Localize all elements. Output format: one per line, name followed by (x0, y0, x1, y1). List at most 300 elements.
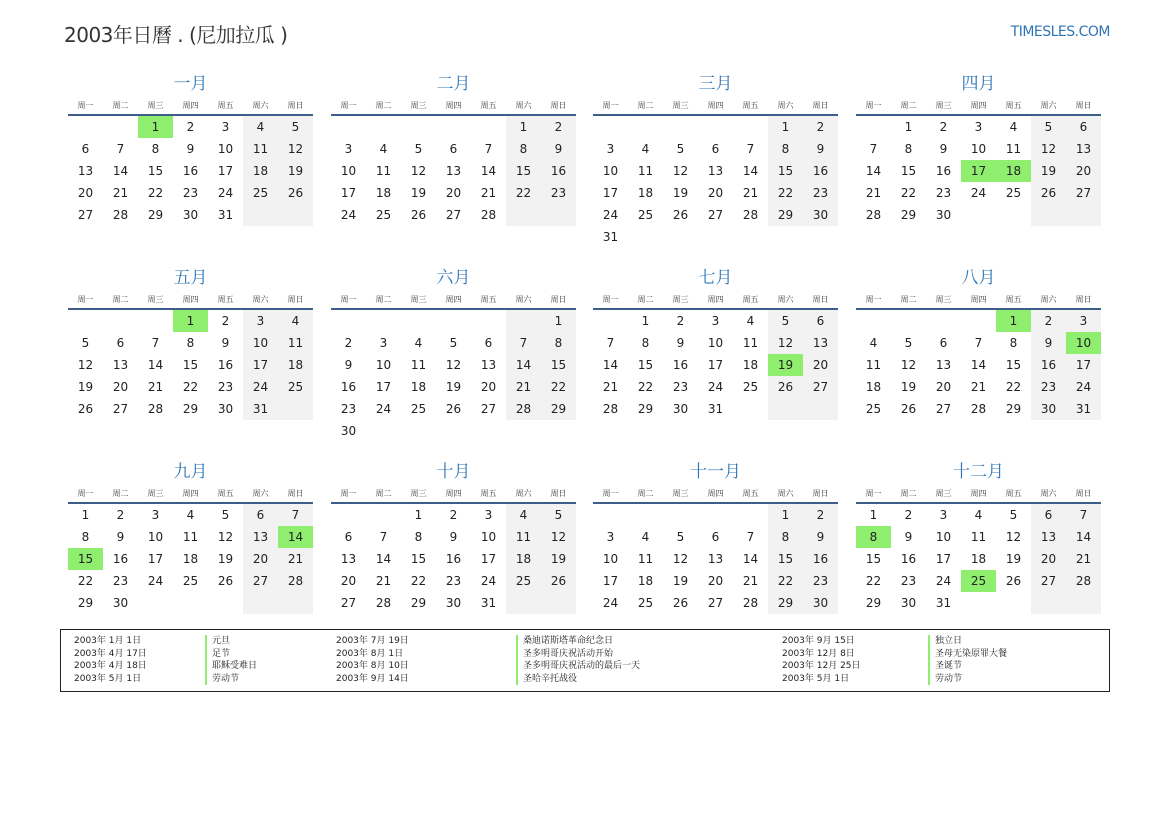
day-cell: 11 (637, 552, 654, 566)
day-cell: 17 (1066, 354, 1101, 376)
day-cell: 16 (340, 380, 357, 394)
empty-cell (1066, 592, 1101, 614)
day-cell: 20 (445, 186, 462, 200)
day-grid (331, 310, 576, 442)
day-cell: 22 (77, 574, 94, 588)
day-cell: 4 (746, 314, 755, 328)
weekday-label: 周一 (77, 489, 94, 498)
weekday-header (856, 98, 1101, 113)
legend-dates-col-1 (74, 635, 147, 685)
empty-cell (68, 310, 103, 332)
day-cell: 8 (641, 336, 650, 350)
weekday-header (856, 292, 1101, 307)
day-cell: 27 (112, 402, 129, 416)
day-cell: 23 (445, 574, 462, 588)
day-cell: 19 (1031, 160, 1066, 182)
day-cell: 22 (541, 376, 576, 398)
day-cell: 6 (484, 336, 493, 350)
month-calendar (331, 461, 576, 614)
day-cell: 31 (1066, 398, 1101, 420)
weekday-header (593, 292, 838, 307)
day-cell: 30 (182, 208, 199, 222)
day-cell: 14 (278, 526, 313, 548)
day-cell: 3 (221, 120, 230, 134)
day-cell: 15 (182, 358, 199, 372)
day-cell: 12 (672, 164, 689, 178)
day-cell: 28 (375, 596, 392, 610)
day-cell: 13 (480, 358, 497, 372)
day-cell: 1 (541, 310, 576, 332)
empty-cell (366, 310, 401, 332)
day-cell: 15 (1005, 358, 1022, 372)
day-cell: 18 (278, 354, 313, 376)
day-cell: 21 (1066, 548, 1101, 570)
weekday-label: 周三 (147, 295, 164, 304)
weekday-label: 周日 (812, 295, 829, 304)
day-cell: 2 (939, 120, 948, 134)
day-cell: 18 (637, 186, 654, 200)
day-cell: 8 (414, 530, 423, 544)
empty-cell (401, 116, 436, 138)
day-cell: 27 (1031, 570, 1066, 592)
day-cell: 27 (480, 402, 497, 416)
day-cell: 23 (340, 402, 357, 416)
day-cell: 16 (112, 552, 129, 566)
weekday-label: 周三 (672, 101, 689, 110)
day-cell: 5 (676, 530, 685, 544)
day-cell: 24 (602, 208, 619, 222)
weekday-label: 周三 (147, 489, 164, 498)
day-cell: 5 (81, 336, 90, 350)
day-cell: 13 (707, 164, 724, 178)
day-cell: 21 (742, 574, 759, 588)
day-cell: 24 (480, 574, 497, 588)
day-cell: 24 (375, 402, 392, 416)
day-cell: 3 (974, 120, 983, 134)
day-cell: 12 (900, 358, 917, 372)
day-cell: 6 (711, 530, 720, 544)
holiday-date: 2003年 5月 1日 (74, 673, 142, 684)
empty-cell (541, 592, 576, 614)
day-cell: 5 (904, 336, 913, 350)
empty-cell (698, 226, 733, 248)
day-cell: 12 (1005, 530, 1022, 544)
empty-cell (733, 116, 768, 138)
day-cell: 8 (186, 336, 195, 350)
day-cell: 17 (243, 354, 278, 376)
day-cell: 19 (77, 380, 94, 394)
day-cell: 4 (243, 116, 278, 138)
day-cell: 22 (768, 182, 803, 204)
day-grid (856, 116, 1101, 226)
day-cell: 11 (742, 336, 759, 350)
day-cell: 26 (278, 182, 313, 204)
weekday-label: 周二 (900, 295, 917, 304)
day-cell: 23 (935, 186, 952, 200)
day-cell: 16 (217, 358, 234, 372)
day-cell: 6 (81, 142, 90, 156)
day-cell: 16 (803, 548, 838, 570)
day-cell: 23 (1031, 376, 1066, 398)
day-cell: 8 (904, 142, 913, 156)
empty-cell (331, 116, 366, 138)
day-cell: 5 (414, 142, 423, 156)
day-cell: 20 (707, 186, 724, 200)
day-cell: 1 (506, 116, 541, 138)
day-cell: 12 (672, 552, 689, 566)
day-cell: 11 (865, 358, 882, 372)
weekday-label: 周六 (252, 101, 269, 110)
weekday-label: 周日 (550, 101, 567, 110)
day-cell: 30 (217, 402, 234, 416)
day-cell: 7 (151, 336, 160, 350)
weekday-label: 周六 (515, 295, 532, 304)
weekday-label: 周四 (970, 101, 987, 110)
day-cell: 4 (379, 142, 388, 156)
day-cell: 24 (970, 186, 987, 200)
weekday-label: 周日 (1075, 295, 1092, 304)
weekday-header (856, 486, 1101, 501)
day-cell: 9 (541, 138, 576, 160)
day-cell: 19 (278, 160, 313, 182)
day-cell: 14 (480, 164, 497, 178)
day-cell: 19 (672, 574, 689, 588)
day-cell: 7 (116, 142, 125, 156)
day-cell: 10 (1066, 332, 1101, 354)
day-cell: 3 (606, 530, 615, 544)
day-cell: 22 (182, 380, 199, 394)
day-cell: 14 (742, 164, 759, 178)
weekday-label: 周六 (1040, 489, 1057, 498)
day-cell: 23 (672, 380, 689, 394)
month-calendar (856, 461, 1101, 614)
day-grid (68, 116, 313, 226)
day-cell: 16 (541, 160, 576, 182)
day-cell: 29 (768, 592, 803, 614)
day-cell: 31 (602, 230, 619, 244)
holiday-name: 圣母无染原罪大餐 (928, 648, 1007, 661)
day-cell: 19 (410, 186, 427, 200)
day-cell: 7 (379, 530, 388, 544)
weekday-label: 周二 (900, 101, 917, 110)
day-cell: 14 (602, 358, 619, 372)
weekday-header (68, 292, 313, 307)
weekday-label: 周四 (445, 101, 462, 110)
day-cell: 27 (1066, 182, 1101, 204)
holiday-name: 圣多明哥庆祝活动的最后一天 (516, 660, 640, 673)
day-cell: 4 (506, 504, 541, 526)
weekday-label: 周六 (252, 489, 269, 498)
day-cell: 15 (68, 548, 103, 570)
weekday-label: 周四 (182, 101, 199, 110)
day-cell: 21 (742, 186, 759, 200)
day-cell: 23 (803, 182, 838, 204)
weekday-label: 周二 (375, 101, 392, 110)
day-cell: 12 (217, 530, 234, 544)
month-name: 四月 (961, 74, 996, 94)
day-cell: 25 (410, 402, 427, 416)
day-cell: 19 (900, 380, 917, 394)
holiday-date: 2003年 12月 8日 (782, 648, 855, 659)
day-cell: 25 (637, 208, 654, 222)
day-cell: 9 (1031, 332, 1066, 354)
weekday-label: 周五 (480, 489, 497, 498)
holiday-date: 2003年 8月 10日 (336, 661, 409, 671)
day-cell: 4 (641, 142, 650, 156)
weekday-label: 周五 (217, 489, 234, 498)
day-cell: 2 (116, 508, 125, 522)
day-cell: 11 (410, 358, 427, 372)
month-calendar (593, 461, 838, 614)
day-cell: 29 (768, 204, 803, 226)
day-cell: 21 (112, 186, 129, 200)
empty-cell (243, 592, 278, 614)
day-cell: 11 (506, 526, 541, 548)
day-cell: 24 (707, 380, 724, 394)
empty-cell (243, 204, 278, 226)
day-cell: 25 (1005, 186, 1022, 200)
day-cell: 24 (243, 376, 278, 398)
month-name: 十一月 (690, 462, 741, 482)
weekday-label: 周日 (287, 295, 304, 304)
weekday-label: 周日 (1075, 101, 1092, 110)
weekday-label: 周一 (340, 101, 357, 110)
day-cell: 20 (480, 380, 497, 394)
legend-names-col-1 (205, 635, 257, 685)
day-cell: 4 (414, 336, 423, 350)
day-cell: 9 (803, 526, 838, 548)
weekday-header (331, 486, 576, 501)
day-cell: 15 (541, 354, 576, 376)
day-cell: 1 (869, 508, 878, 522)
day-cell: 20 (340, 574, 357, 588)
month-calendar (856, 267, 1101, 420)
site-link[interactable]: TIMESLES.COM (1010, 24, 1110, 40)
empty-cell (1031, 204, 1066, 226)
empty-cell (593, 116, 628, 138)
empty-cell (856, 310, 891, 332)
empty-cell (961, 592, 996, 614)
weekday-label: 周三 (672, 489, 689, 498)
day-cell: 28 (147, 402, 164, 416)
day-cell: 2 (541, 116, 576, 138)
day-cell: 20 (935, 380, 952, 394)
empty-cell (733, 398, 768, 420)
day-cell: 28 (112, 208, 129, 222)
weekday-label: 周一 (340, 489, 357, 498)
empty-cell (506, 204, 541, 226)
day-cell: 23 (541, 182, 576, 204)
weekday-label: 周二 (112, 295, 129, 304)
day-cell: 27 (243, 570, 278, 592)
holiday-date: 2003年 8月 1日 (336, 648, 404, 659)
day-cell: 4 (641, 530, 650, 544)
weekday-label: 周日 (812, 101, 829, 110)
empty-cell (506, 310, 541, 332)
empty-cell (331, 310, 366, 332)
empty-cell (138, 310, 173, 332)
day-cell: 30 (935, 208, 952, 222)
month-name: 六月 (436, 268, 471, 288)
empty-cell (1066, 204, 1101, 226)
day-cell: 8 (768, 138, 803, 160)
weekday-label: 周四 (182, 489, 199, 498)
holiday-name: 独立日 (928, 635, 1007, 648)
empty-cell (663, 116, 698, 138)
empty-cell (541, 420, 576, 442)
day-cell: 18 (637, 574, 654, 588)
day-cell: 17 (935, 552, 952, 566)
day-cell: 22 (410, 574, 427, 588)
page-title: 2003年日曆 . (尼加拉瓜 ) (64, 23, 288, 47)
day-cell: 25 (375, 208, 392, 222)
day-cell: 13 (803, 332, 838, 354)
day-cell: 23 (217, 380, 234, 394)
empty-cell (366, 116, 401, 138)
day-cell: 25 (243, 182, 278, 204)
day-cell: 18 (506, 548, 541, 570)
day-cell: 14 (865, 164, 882, 178)
weekday-label: 周三 (410, 101, 427, 110)
empty-cell (856, 116, 891, 138)
day-cell: 10 (602, 552, 619, 566)
empty-cell (138, 592, 173, 614)
day-cell: 30 (340, 424, 357, 438)
day-cell: 7 (1066, 504, 1101, 526)
day-cell: 26 (900, 402, 917, 416)
day-cell: 8 (768, 526, 803, 548)
day-cell: 13 (707, 552, 724, 566)
weekday-label: 周一 (602, 489, 619, 498)
day-cell: 17 (340, 186, 357, 200)
empty-cell (173, 592, 208, 614)
day-cell: 12 (541, 526, 576, 548)
day-cell: 15 (768, 160, 803, 182)
day-cell: 5 (768, 310, 803, 332)
day-cell: 9 (116, 530, 125, 544)
day-grid (68, 504, 313, 614)
empty-cell (401, 310, 436, 332)
day-cell: 5 (221, 508, 230, 522)
weekday-label: 周四 (707, 489, 724, 498)
day-cell: 22 (637, 380, 654, 394)
weekday-label: 周六 (1040, 101, 1057, 110)
day-cell: 3 (711, 314, 720, 328)
weekday-header (593, 486, 838, 501)
empty-cell (103, 310, 138, 332)
day-cell: 29 (865, 596, 882, 610)
weekday-label: 周一 (602, 295, 619, 304)
day-cell: 20 (803, 354, 838, 376)
day-cell: 19 (1005, 552, 1022, 566)
day-cell: 29 (77, 596, 94, 610)
day-cell: 3 (151, 508, 160, 522)
day-cell: 10 (707, 336, 724, 350)
day-cell: 25 (961, 570, 996, 592)
day-cell: 3 (243, 310, 278, 332)
day-cell: 25 (278, 376, 313, 398)
weekday-header (593, 98, 838, 113)
month-name: 七月 (698, 268, 733, 288)
holiday-name: 劳动节 (928, 673, 1007, 686)
weekday-label: 周五 (217, 295, 234, 304)
weekday-label: 周日 (812, 489, 829, 498)
empty-cell (331, 504, 366, 526)
weekday-label: 周日 (287, 101, 304, 110)
day-cell: 13 (112, 358, 129, 372)
empty-cell (961, 204, 996, 226)
weekday-label: 周一 (865, 101, 882, 110)
empty-cell (471, 116, 506, 138)
weekday-label: 周五 (217, 101, 234, 110)
weekday-header (68, 98, 313, 113)
weekday-label: 周三 (672, 295, 689, 304)
day-cell: 5 (449, 336, 458, 350)
day-cell: 6 (116, 336, 125, 350)
day-cell: 26 (1005, 574, 1022, 588)
empty-cell (996, 592, 1031, 614)
holiday-name: 耶稣受难日 (205, 660, 257, 673)
day-cell: 8 (1009, 336, 1018, 350)
empty-cell (278, 398, 313, 420)
day-cell: 6 (1066, 116, 1101, 138)
holiday-name: 圣诞节 (928, 660, 1007, 673)
day-cell: 21 (865, 186, 882, 200)
day-cell: 25 (742, 380, 759, 394)
day-cell: 18 (410, 380, 427, 394)
month-name: 五月 (173, 268, 208, 288)
day-cell: 30 (445, 596, 462, 610)
day-cell: 26 (672, 208, 689, 222)
day-cell: 14 (970, 358, 987, 372)
month-name: 三月 (698, 74, 733, 94)
day-cell: 14 (742, 552, 759, 566)
day-cell: 16 (672, 358, 689, 372)
day-cell: 13 (445, 164, 462, 178)
day-cell: 4 (1009, 120, 1018, 134)
day-cell: 28 (602, 402, 619, 416)
day-cell: 20 (77, 186, 94, 200)
day-cell: 9 (904, 530, 913, 544)
empty-cell (436, 310, 471, 332)
empty-cell (768, 226, 803, 248)
day-cell: 6 (1031, 504, 1066, 526)
day-cell: 11 (637, 164, 654, 178)
day-cell: 2 (344, 336, 353, 350)
day-cell: 22 (506, 182, 541, 204)
day-cell: 12 (410, 164, 427, 178)
weekday-label: 周四 (970, 489, 987, 498)
month-name: 十二月 (953, 462, 1004, 482)
weekday-label: 周四 (970, 295, 987, 304)
day-cell: 27 (707, 208, 724, 222)
holiday-date: 2003年 4月 18日 (74, 661, 147, 671)
day-cell: 7 (484, 142, 493, 156)
day-cell: 18 (996, 160, 1031, 182)
weekday-label: 周四 (445, 295, 462, 304)
day-cell: 21 (480, 186, 497, 200)
holiday-date: 2003年 1月 1日 (74, 636, 142, 646)
empty-cell (891, 310, 926, 332)
day-cell: 11 (243, 138, 278, 160)
empty-cell (593, 504, 628, 526)
day-cell: 12 (278, 138, 313, 160)
day-cell: 18 (970, 552, 987, 566)
weekday-label: 周六 (1040, 295, 1057, 304)
day-cell: 1 (996, 310, 1031, 332)
day-cell: 3 (379, 336, 388, 350)
day-cell: 2 (904, 508, 913, 522)
